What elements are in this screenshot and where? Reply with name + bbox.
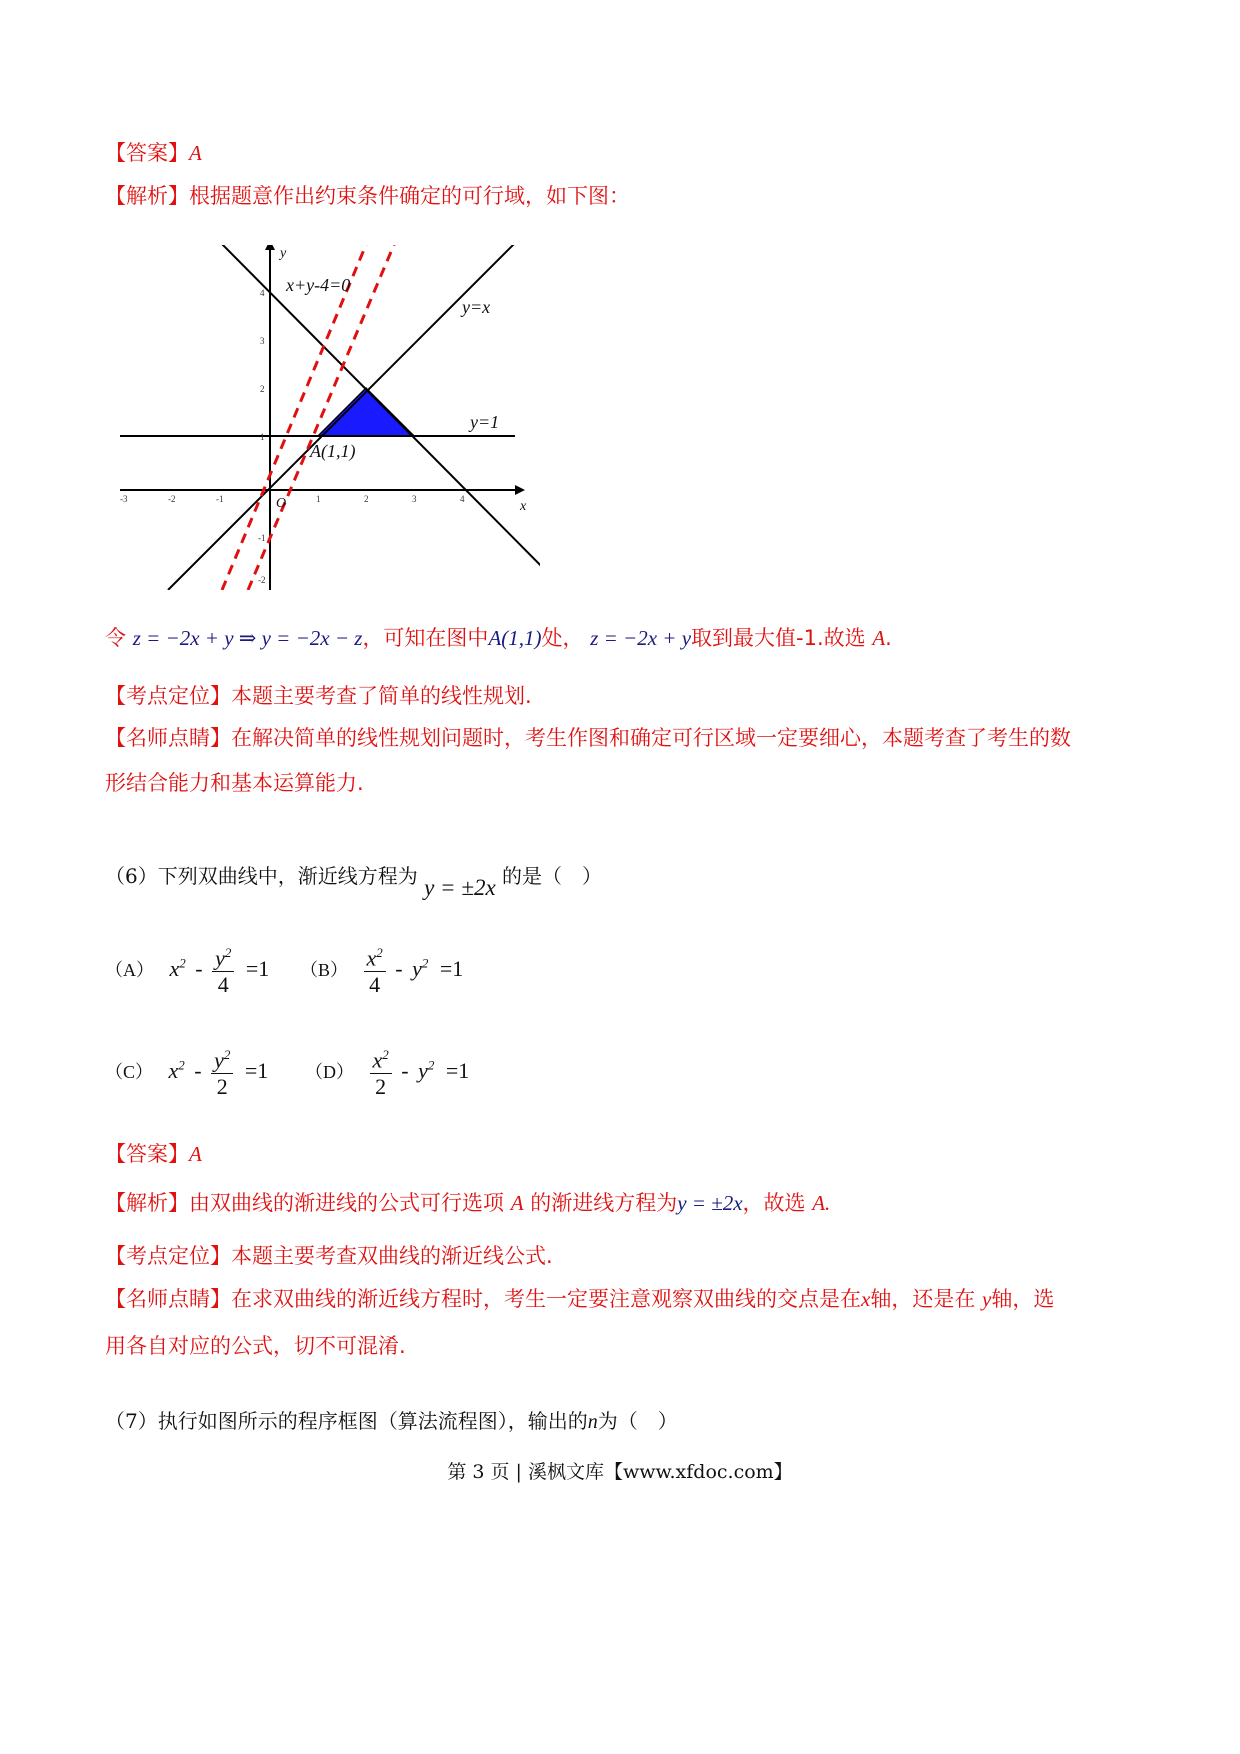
mingshi-label: 【名师点睛】 <box>105 726 231 750</box>
conclusion-eq1: z = −2x + y ⇒ y = −2x − z <box>132 626 363 650</box>
option-a-tail: =1 <box>245 956 270 982</box>
option-a-den: 4 <box>217 972 229 998</box>
option-b-num-sup: 2 <box>376 945 383 960</box>
x-tick: 2 <box>364 494 369 504</box>
analysis-eq: y = ±2x <box>677 1191 743 1215</box>
analysis-text: 根据题意作出约束条件确定的可行域，如下图： <box>189 184 630 208</box>
label-y-axis: y <box>280 246 287 261</box>
question-7-stem <box>105 1405 678 1434</box>
q7-var: n <box>587 1411 598 1433</box>
q6-stem-post: 的是（ ） <box>502 864 603 888</box>
x-axis-arrow <box>515 485 525 495</box>
option-b-op: - <box>395 956 403 982</box>
feasible-region <box>318 388 414 436</box>
x-tick: -2 <box>168 494 176 504</box>
y-tick: 3 <box>260 336 265 346</box>
x-tick: 3 <box>412 494 417 504</box>
q6-stem-eq: y = ±2x <box>424 875 496 900</box>
x-tick: 4 <box>460 494 465 504</box>
mingshi-x-var: x <box>861 1287 871 1311</box>
y-tick: -2 <box>258 575 266 585</box>
conclusion-mid2: 处， <box>541 626 584 650</box>
option-a-op: - <box>195 956 203 982</box>
analysis-text-mid: 的渐进线方程为 <box>530 1191 678 1215</box>
analysis-line-2 <box>105 1187 830 1217</box>
option-d-tail: =1 <box>445 1058 470 1084</box>
kaodian-label: 【考点定位】 <box>105 684 231 708</box>
question-6-stem <box>105 860 603 900</box>
option-d-den: 2 <box>375 1074 387 1100</box>
conclusion-pre: 令 <box>105 626 126 650</box>
analysis-choice: A <box>510 1191 524 1215</box>
conclusion-line-1 <box>105 622 892 652</box>
analysis-text-post: ，故选 <box>742 1191 806 1215</box>
x-tick: -3 <box>120 494 128 504</box>
q7-stem-post: 为（ ） <box>597 1409 678 1433</box>
conclusion-mid: ，可知在图中 <box>362 626 489 650</box>
y-tick: 2 <box>260 384 265 394</box>
answer-value: A <box>189 141 202 165</box>
option-b-label: （B） <box>300 960 349 981</box>
option-c-label: （C） <box>105 1062 154 1083</box>
mingshi-line-3 <box>105 1283 1054 1313</box>
option-a-lead-sup: 2 <box>179 956 186 971</box>
mingshi-text-pre: 在求双曲线的渐近线方程时，考生一定要注意观察双曲线的交点是在 <box>231 1287 861 1311</box>
option-c-op: - <box>194 1058 202 1084</box>
answer-line-1 <box>105 137 202 167</box>
x-tick: -1 <box>216 494 224 504</box>
option-b-num: x <box>366 945 377 971</box>
q6-stem-pre: （6）下列双曲线中，渐近线方程为 <box>105 864 418 888</box>
mingshi-y-var: y <box>982 1287 992 1311</box>
y-tick: 1 <box>260 432 265 442</box>
mingshi-text-2: 形结合能力和基本运算能力. <box>105 771 364 795</box>
y-axis-arrow <box>265 245 275 250</box>
analysis-label: 【解析】 <box>105 1191 189 1215</box>
mingshi-text-2: 用各自对应的公式，切不可混淆. <box>105 1334 406 1358</box>
answer-label: 【答案】 <box>105 1142 189 1166</box>
answer-label: 【答案】 <box>105 141 189 165</box>
mingshi-text-mid: 轴，还是在 <box>870 1287 976 1311</box>
conclusion-choice: A <box>872 626 886 650</box>
option-d-num: x <box>372 1047 383 1073</box>
y-tick: -1 <box>258 533 266 543</box>
option-a-label: （A） <box>105 960 154 981</box>
label-x-axis: x <box>520 499 527 514</box>
analysis-end: A. <box>812 1191 831 1215</box>
option-b-den: 4 <box>369 972 381 998</box>
answer-value: A <box>189 1142 202 1166</box>
option-b-lead: y <box>412 956 422 982</box>
answer-line-2 <box>105 1138 202 1168</box>
kaodian-line-2 <box>105 1240 553 1270</box>
mingshi-label: 【名师点睛】 <box>105 1287 231 1311</box>
mingshi-text-post: 轴，选 <box>991 1287 1055 1311</box>
option-a-lead: x <box>169 956 180 982</box>
conclusion-eq2: z = −2x + y <box>590 626 692 650</box>
feasible-region-graph <box>120 245 540 590</box>
option-b-lead-sup: 2 <box>421 956 429 971</box>
mingshi-line-2 <box>105 767 364 797</box>
footer-text: 第 3 页 | 溪枫文库【www.xfdoc.com】 <box>447 1461 793 1483</box>
option-b[interactable] <box>300 940 463 998</box>
option-d-lead-sup: 2 <box>427 1058 435 1073</box>
option-c-den: 2 <box>216 1074 228 1100</box>
option-c-tail: =1 <box>244 1058 269 1084</box>
option-d-lead: y <box>418 1058 428 1084</box>
option-d-op: - <box>401 1058 409 1084</box>
kaodian-text: 本题主要考查了简单的线性规划. <box>231 684 532 708</box>
option-c-lead: x <box>168 1058 179 1084</box>
option-b-tail: =1 <box>439 956 464 982</box>
option-c-lead-sup: 2 <box>178 1058 185 1073</box>
option-d[interactable] <box>305 1042 469 1100</box>
mingshi-line-4 <box>105 1330 406 1360</box>
option-c-num: y <box>214 1047 224 1073</box>
analysis-line-1 <box>105 180 630 210</box>
conclusion-post: 取到最大值-1.故选 <box>691 626 866 650</box>
conclusion-end: . <box>885 626 892 650</box>
mingshi-text-1: 在解决简单的线性规划问题时，考生作图和确定可行区域一定要细心，本题考查了考生的数 <box>231 726 1071 750</box>
option-c[interactable] <box>105 1042 268 1100</box>
label-line-y-eq-x: y=x <box>462 297 491 317</box>
label-point-a: A(1,1) <box>310 441 356 461</box>
conclusion-point: A(1,1) <box>488 626 542 650</box>
analysis-label: 【解析】 <box>105 184 189 208</box>
option-a-num: y <box>215 945 225 971</box>
q7-stem-pre: （7）执行如图所示的程序框图（算法流程图），输出的 <box>105 1409 588 1433</box>
label-origin: O <box>276 496 287 511</box>
mingshi-line-1 <box>105 722 1071 752</box>
kaodian-label: 【考点定位】 <box>105 1244 231 1268</box>
kaodian-text: 本题主要考查双曲线的渐近线公式. <box>231 1244 553 1268</box>
page-footer <box>0 1457 1240 1484</box>
option-d-label: （D） <box>305 1062 354 1083</box>
option-a[interactable] <box>105 940 269 998</box>
kaodian-line-1 <box>105 680 532 710</box>
y-tick: 4 <box>260 288 265 298</box>
option-a-num-sup: 2 <box>224 945 232 960</box>
option-c-num-sup: 2 <box>223 1047 231 1062</box>
label-line-x-plus-y-4: x+y-4=0 <box>286 275 351 295</box>
analysis-text-pre: 由双曲线的渐进线的公式可行选项 <box>189 1191 504 1215</box>
label-line-y-eq-1: y=1 <box>470 412 500 432</box>
x-tick: 1 <box>316 494 321 504</box>
option-d-num-sup: 2 <box>382 1047 389 1062</box>
